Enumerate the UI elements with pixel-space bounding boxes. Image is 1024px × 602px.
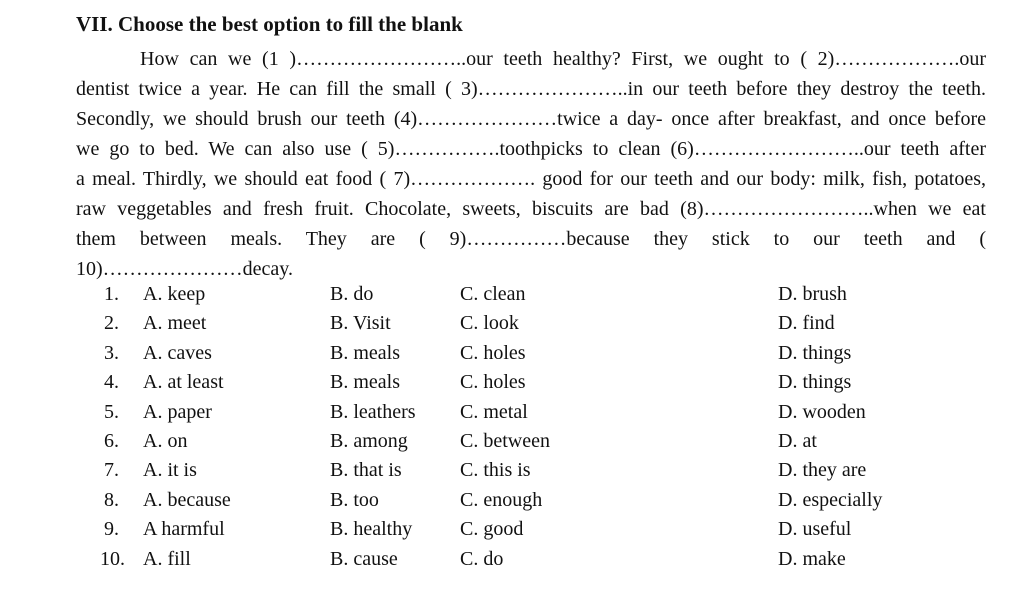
option-row: [0, 456, 1024, 485]
option-d: D. useful: [778, 518, 852, 541]
option-row: [0, 398, 1024, 427]
option-row: [0, 339, 1024, 368]
option-a: A. keep: [143, 283, 206, 305]
option-b: B. among: [330, 429, 408, 452]
option-c: C. this is: [460, 459, 531, 482]
option-row: [0, 309, 1024, 338]
question-number: 7.: [104, 459, 119, 482]
question-number: 2.: [104, 312, 119, 335]
passage-line: raw veggetables and fresh fruit. Chocolate, sweets, biscuits are bad (8)……………………..when we eat: [76, 198, 986, 220]
option-b: B. Visit: [330, 312, 391, 335]
option-b: B. healthy: [330, 518, 413, 541]
question-number: 3.: [104, 341, 119, 364]
option-d: D. they are: [778, 459, 867, 482]
passage-line: Secondly, we should brush our teeth (4)…………………twice a day- once after breakfast, and once before: [76, 108, 986, 130]
option-c: C. clean: [460, 283, 526, 305]
option-a: A. meet: [143, 312, 207, 335]
option-d: D. things: [778, 371, 852, 394]
option-a: A harmful: [143, 518, 225, 541]
passage-line: How can we (1 )……………………..our teeth healthy? First, we ought to ( 2)……………….our: [140, 48, 986, 70]
option-b: B. too: [330, 488, 379, 511]
option-row: [0, 368, 1024, 397]
question-number: 4.: [104, 371, 119, 394]
option-a: A. because: [143, 488, 231, 511]
option-b: B. do: [330, 283, 374, 305]
option-row: [0, 486, 1024, 515]
passage: [76, 44, 986, 284]
option-c: C. look: [460, 312, 519, 335]
question-number: 1.: [104, 283, 119, 305]
option-b: B. meals: [330, 341, 400, 364]
passage-line: a meal. Thirdly, we should eat food ( 7)………………. good for our teeth and our body: milk, fish, potatoes,: [76, 168, 986, 190]
question-number: 5.: [104, 400, 119, 423]
question-number: 9.: [104, 518, 119, 541]
option-row: [0, 515, 1024, 544]
option-c: C. holes: [460, 371, 526, 394]
passage-line: them between meals. They are ( 9)……………because they stick to our teeth and (: [76, 228, 986, 250]
option-row: [0, 280, 1024, 309]
option-row: [0, 545, 1024, 574]
option-c: C. good: [460, 518, 524, 541]
option-d: D. wooden: [778, 400, 866, 423]
option-d: D. make: [778, 547, 846, 570]
passage-line: we go to bed. We can also use ( 5)…………….toothpicks to clean (6)……………………..our teeth after: [76, 138, 986, 160]
options-list: [0, 280, 1024, 574]
option-c: C. enough: [460, 488, 543, 511]
option-a: A. fill: [143, 547, 191, 570]
passage-line: 10)…………………decay.: [76, 258, 293, 280]
question-number: 6.: [104, 429, 119, 452]
option-a: A. caves: [143, 341, 212, 364]
option-a: A. on: [143, 429, 188, 452]
question-number: 10.: [100, 547, 125, 570]
option-b: B. leathers: [330, 400, 416, 423]
option-c: C. metal: [460, 400, 528, 423]
question-number: 8.: [104, 488, 119, 511]
option-row: [0, 427, 1024, 456]
option-b: B. that is: [330, 459, 402, 482]
option-d: D. especially: [778, 488, 883, 511]
option-a: A. paper: [143, 400, 212, 423]
option-c: C. do: [460, 547, 504, 570]
option-b: B. meals: [330, 371, 400, 394]
option-b: B. cause: [330, 547, 398, 570]
option-d: D. find: [778, 312, 835, 335]
option-d: D. things: [778, 341, 852, 364]
option-d: D. at: [778, 429, 817, 452]
option-d: D. brush: [778, 283, 847, 305]
passage-line: dentist twice a year. He can fill the small ( 3)…………………..in our teeth before they destroy the teeth.: [76, 78, 986, 100]
option-c: C. between: [460, 429, 550, 452]
option-a: A. it is: [143, 459, 197, 482]
option-a: A. at least: [143, 371, 224, 394]
exercise-heading: VII. Choose the best option to fill the blank: [76, 12, 463, 36]
option-c: C. holes: [460, 341, 526, 364]
